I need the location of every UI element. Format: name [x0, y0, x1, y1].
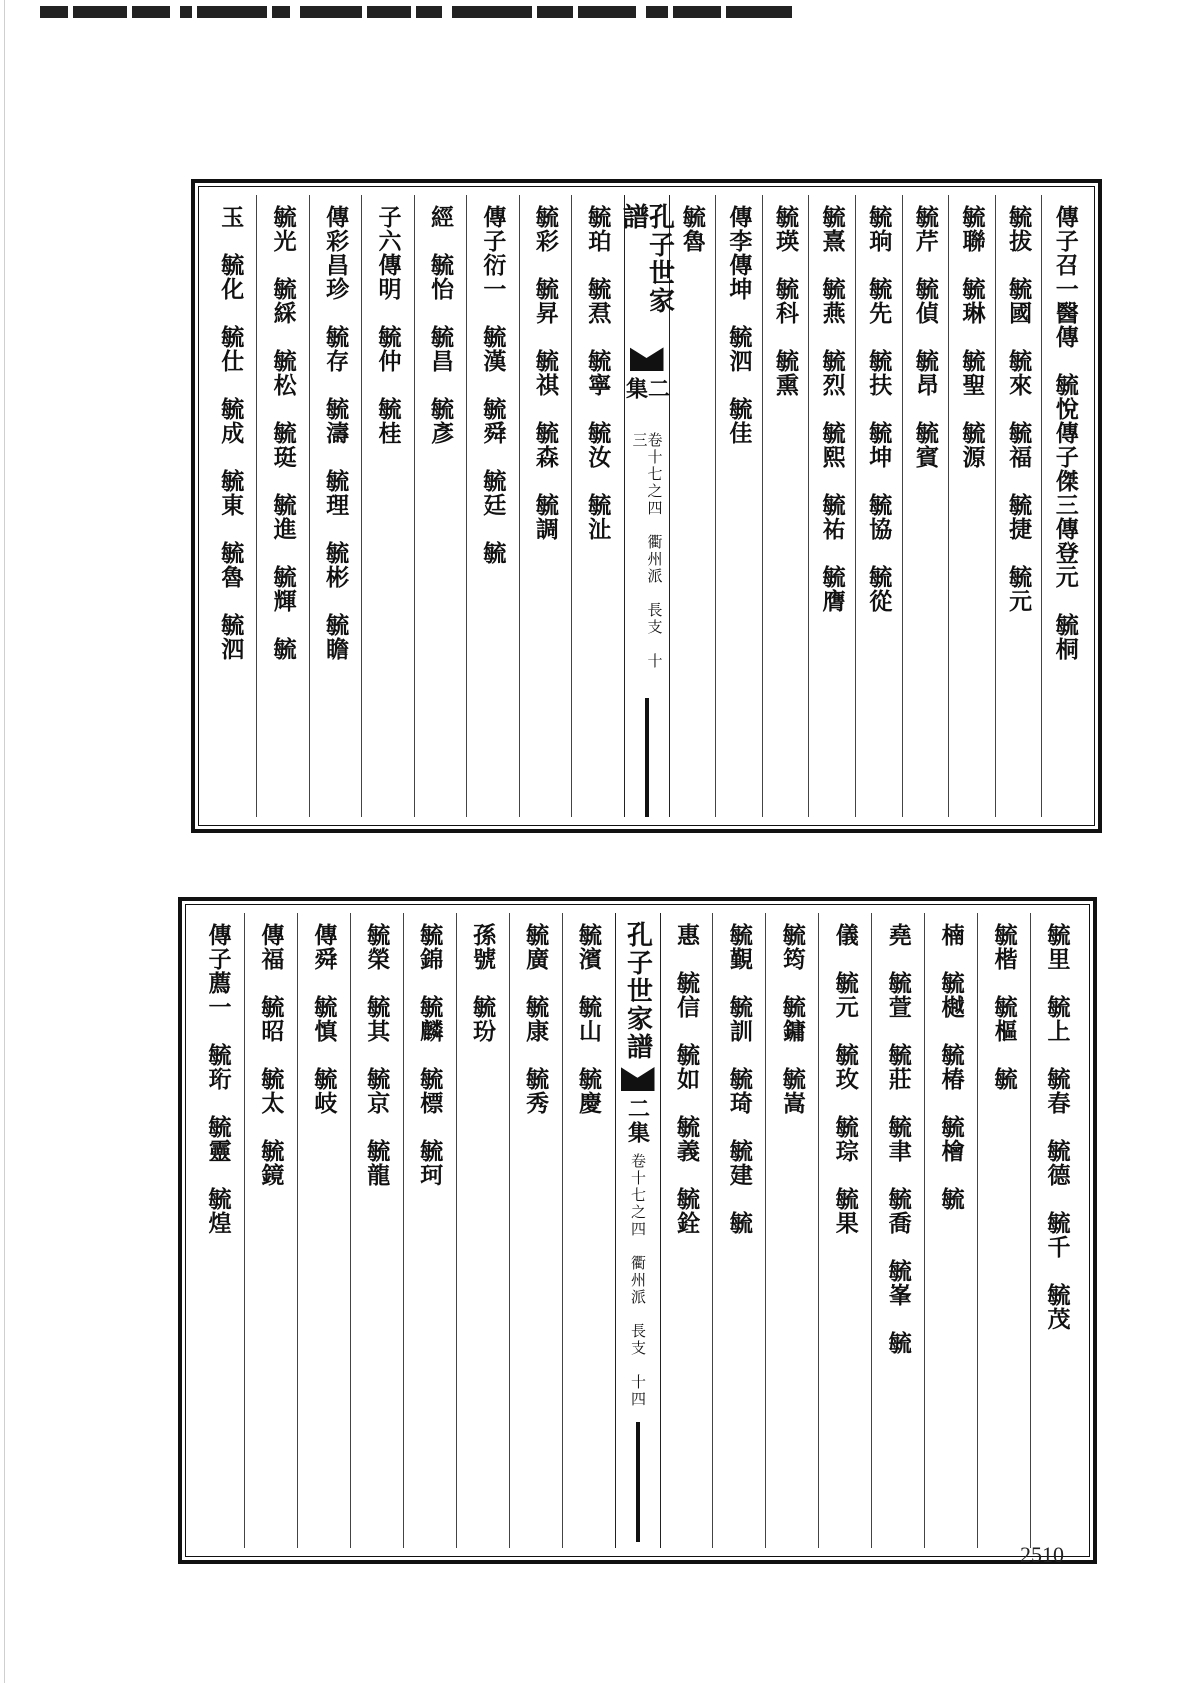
book-title: 孔子世家譜: [618, 203, 675, 315]
fish-tail-ornament-icon: [630, 347, 664, 371]
page-spine: [615, 913, 661, 1548]
spine-rule: [645, 698, 649, 817]
text-column: 子六傳明 毓仲 毓桂: [361, 195, 413, 817]
text-column: 毓芹 毓偵 毓昂 毓賓: [902, 195, 949, 817]
text-column: 毓熹 毓燕 毓烈 毓熙 毓祐 毓膺: [808, 195, 855, 817]
left-text-block: [205, 195, 624, 817]
text-column: 傳子薦一 毓珩 毓靈 毓煌: [204, 923, 232, 1235]
text-column: 毓魯: [678, 205, 706, 253]
volume-label: 二集: [624, 1097, 651, 1145]
spine-rule: [636, 1422, 640, 1542]
genealogy-page-bottom: [178, 897, 1097, 1564]
volume-label: 二集: [622, 377, 671, 402]
text-column: 經 毓怡 毓昌 毓彥: [414, 195, 466, 817]
page-spine: [618, 195, 675, 817]
right-text-block: [661, 913, 1084, 1548]
text-column: 毓錦 毓麟 毓標 毓珂: [403, 913, 456, 1548]
left-text-block: [192, 913, 615, 1548]
text-column: 毓拔 毓國 毓來 毓福 毓捷 毓元: [995, 195, 1042, 817]
text-column: 惠 毓信 毓如 毓義 毓銓: [672, 923, 700, 1235]
text-column: 傳子衍一 毓漢 毓舜 毓廷 毓: [466, 195, 518, 817]
text-column: 毓筠 毓鏞 毓嵩: [765, 913, 818, 1548]
genealogy-page-top: [191, 179, 1102, 833]
right-text-block: [670, 195, 1089, 817]
chapter-label: 卷十七之四 衢州派 長支 十四: [629, 1153, 647, 1408]
book-title: 孔子世家譜: [622, 921, 653, 1061]
text-column: 毓瑛 毓科 毓熏: [762, 195, 809, 817]
cropped-previous-page-strip: [40, 6, 940, 24]
text-column: 毓楷 毓樞 毓: [977, 913, 1030, 1548]
fish-tail-ornament-icon: [621, 1067, 655, 1091]
scan-edge-line: [4, 0, 5, 1683]
text-column: 毓聯 毓琳 毓聖 毓源: [948, 195, 995, 817]
text-column: 毓濱 毓山 毓慶: [562, 913, 615, 1548]
text-column: 堯 毓萱 毓莊 毓聿 毓喬 毓峯 毓: [871, 913, 924, 1548]
text-column: 孫號 毓玢: [456, 913, 509, 1548]
text-column: 毓榮 毓其 毓京 毓龍: [350, 913, 403, 1548]
text-column: 毓珀 毓焄 毓寧 毓汝 毓沚: [571, 195, 623, 817]
text-column: 楠 毓樾 毓椿 毓檜 毓: [924, 913, 977, 1548]
text-column: 傳舜 毓慎 毓岐: [297, 913, 350, 1548]
text-column: 傳李傳坤 毓泗 毓佳: [715, 195, 762, 817]
text-column: 毓覲 毓訓 毓琦 毓建 毓: [712, 913, 765, 1548]
text-column: 儀 毓元 毓玫 毓琮 毓果: [818, 913, 871, 1548]
text-column: 傳彩昌珍 毓存 毓濤 毓理 毓彬 毓瞻: [309, 195, 361, 817]
text-column: 毓珦 毓先 毓扶 毓坤 毓協 毓從: [855, 195, 902, 817]
chapter-label: 卷十七之四 衢州派 長支 十三: [630, 432, 664, 671]
text-column: 傳福 毓昭 毓太 毓鏡: [244, 913, 297, 1548]
page-number: 2510: [1020, 1542, 1064, 1567]
text-column: 毓光 毓綵 毓松 毓珽 毓進 毓輝 毓: [256, 195, 308, 817]
text-column: 毓彩 毓昇 毓祺 毓森 毓調: [519, 195, 571, 817]
text-column: 毓里 毓上 毓春 毓德 毓千 毓茂: [1030, 913, 1083, 1548]
text-column: 玉 毓化 毓仕 毓成 毓東 毓魯 毓泗: [217, 205, 245, 661]
text-column: 傳子召一醫傳 毓悅傳子傑三傳登元 毓桐: [1041, 195, 1088, 817]
text-column: 毓廣 毓康 毓秀: [509, 913, 562, 1548]
